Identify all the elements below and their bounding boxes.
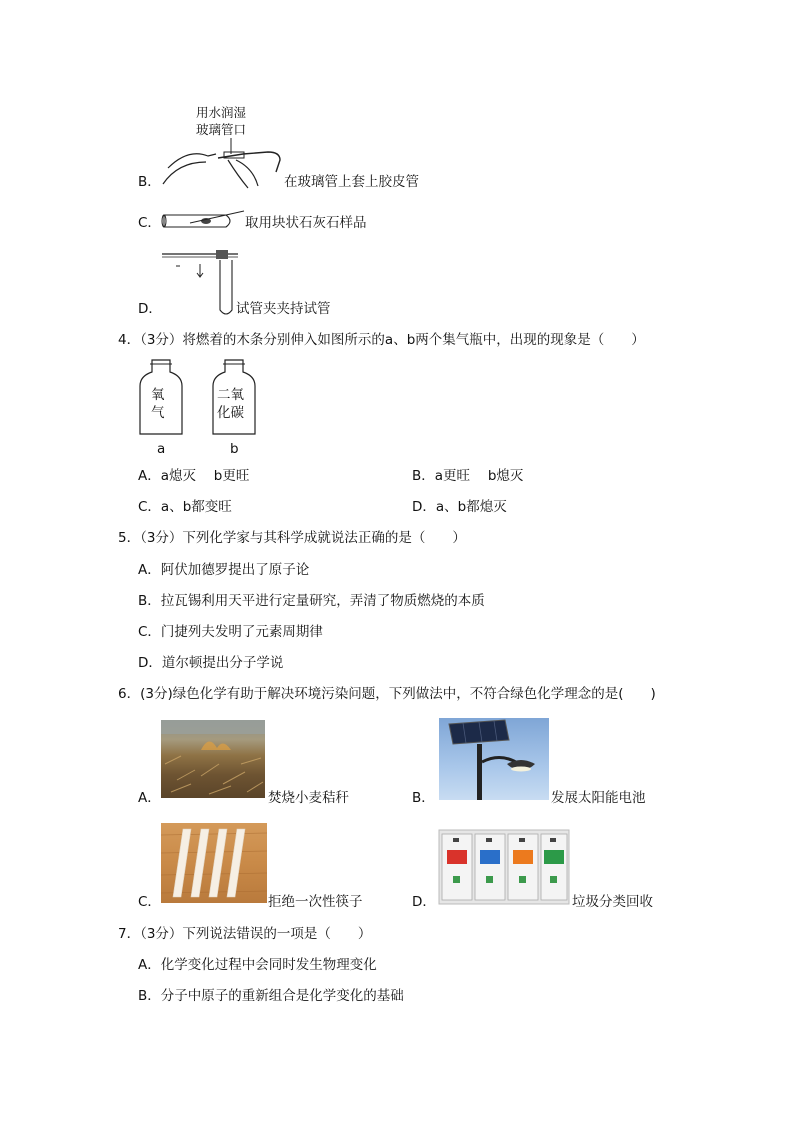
q7-option-a: A．化学变化过程中会同时发生物理变化 (138, 957, 377, 973)
q4-stem: 4．（3分）将燃着的木条分别伸入如图所示的a、b两个集气瓶中，出现的现象是（ ） (118, 332, 645, 348)
chopsticks-photo (161, 823, 267, 903)
q5-option-d: D．道尔顿提出分子学说 (138, 655, 284, 671)
q3-d-option-text: 试管夹夹持试管 (236, 301, 331, 317)
burning-straw-photo (161, 720, 265, 798)
q4-option-d: D．a、b都熄灭 (412, 499, 507, 515)
q5-option-b: B．拉瓦锡利用天平进行定量研究，弄清了物质燃烧的本质 (138, 593, 485, 609)
q7-option-b: B．分子中原子的重新组合是化学变化的基础 (138, 988, 404, 1004)
q6-b-label: B． (412, 790, 435, 806)
bottle-b-label-2: 化碳 (217, 405, 244, 421)
q7-stem: 7．（3分）下列说法错误的一项是（ ） (118, 926, 372, 942)
q4-option-c: C．a、b都变旺 (138, 499, 232, 515)
q4-option-b: B．a更旺 b熄灭 (412, 468, 524, 484)
q6-c-label: C． (138, 894, 161, 910)
q6-a-label: A． (138, 790, 161, 806)
q3-c-option-label: C． (138, 215, 161, 231)
q5-option-a: A．阿伏加德罗提出了原子论 (138, 562, 310, 578)
glass-tube-rubber-hose-illustration (158, 138, 288, 190)
q6-a-text: 焚烧小麦秸秆 (268, 790, 349, 806)
q6-d-label: D． (412, 894, 436, 910)
q3-b-caption-line2: 玻璃管口 (196, 122, 247, 137)
q5-option-c: C．门捷列夫发明了元素周期律 (138, 624, 323, 640)
q6-d-text: 垃圾分类回收 (572, 894, 653, 910)
bottle-a-label-1: 氧 (151, 387, 165, 403)
q3-b-option-text: 在玻璃管上套上胶皮管 (284, 174, 419, 190)
solar-lamp-photo (439, 718, 549, 800)
bottle-b-label-1: 二氧 (217, 387, 244, 403)
test-tube-horizontal-illustration (160, 207, 246, 235)
q3-b-caption-line1: 用水润湿 (196, 105, 247, 120)
q5-stem: 5．（3分）下列化学家与其科学成就说法正确的是（ ） (118, 530, 466, 546)
recycling-bins-photo (437, 820, 570, 908)
q4-option-a: A．a熄灭 b更旺 (138, 468, 250, 484)
q6-b-text: 发展太阳能电池 (551, 790, 646, 806)
q6-stem: 6．(3分)绿色化学有助于解决环境污染问题，下列做法中，不符合绿色化学理念的是( ) (118, 686, 656, 702)
bottle-a-letter: a (157, 441, 166, 457)
q3-d-option-label: D． (138, 301, 162, 317)
bottle-a-label-2: 气 (151, 405, 165, 421)
test-tube-holder-illustration (160, 246, 240, 318)
bottle-b-letter: b (230, 441, 239, 457)
q3-b-option-label: B． (138, 174, 161, 190)
q3-c-option-text: 取用块状石灰石样品 (245, 215, 367, 231)
q6-c-text: 拒绝一次性筷子 (268, 894, 363, 910)
